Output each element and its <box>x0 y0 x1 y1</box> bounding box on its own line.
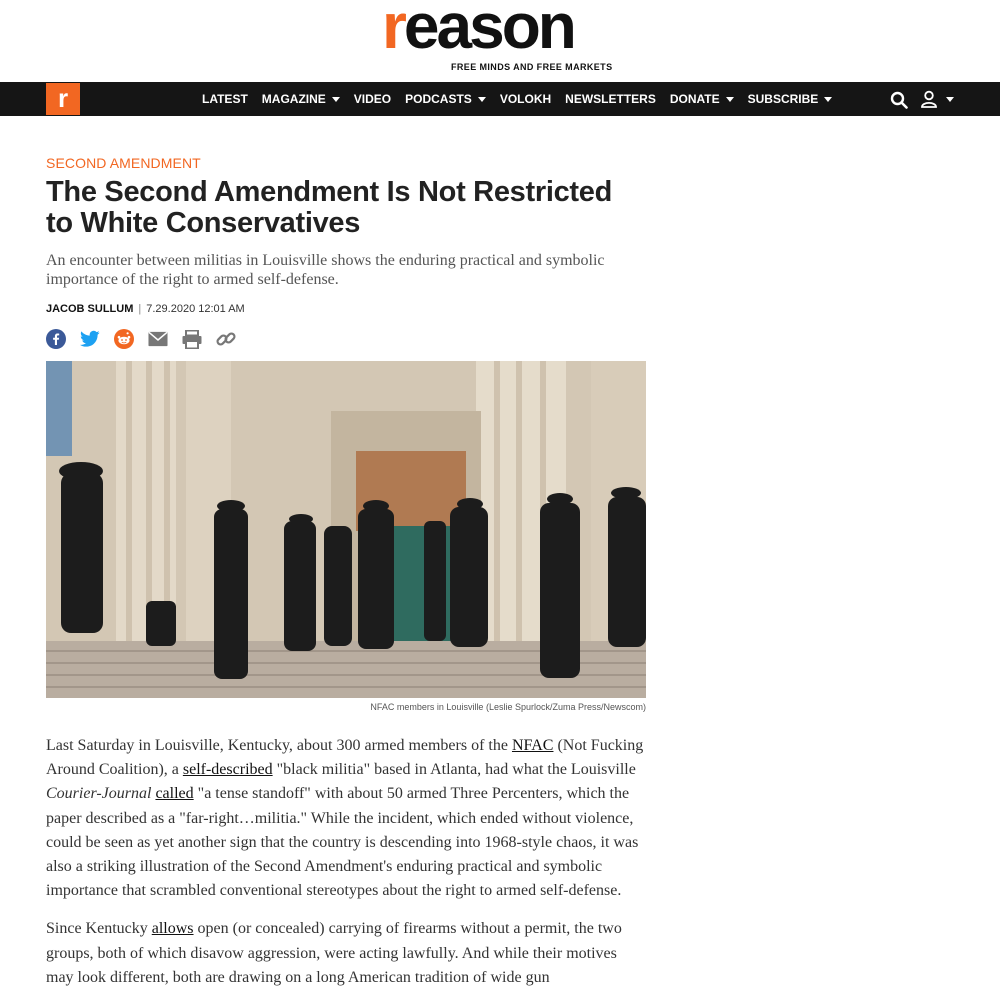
nav-donate[interactable] <box>670 92 734 106</box>
article-photo <box>46 361 646 698</box>
print-icon[interactable] <box>182 329 202 349</box>
nav-podcasts[interactable] <box>405 92 486 106</box>
nav-video[interactable] <box>354 92 391 106</box>
chevron-down-icon <box>478 97 486 102</box>
author-link[interactable]: JACOB SULLUM <box>46 303 134 315</box>
p1-text-1: Last Saturday in Louisville, Kentucky, about 300 armed members of the <box>46 737 512 754</box>
nav-donate-label: DONATE <box>669 92 720 106</box>
publication-name: Courier-Journal <box>46 785 152 803</box>
called-link[interactable]: called <box>155 785 194 803</box>
self-described-link[interactable]: self-described <box>182 761 273 779</box>
nav-video-label: VIDEO <box>353 92 392 106</box>
main-nav <box>0 82 1000 116</box>
nav-subscribe-label: SUBSCRIBE <box>747 92 819 106</box>
publish-date: 7.29.2020 12:01 AM <box>146 303 245 315</box>
nav-items <box>195 82 839 116</box>
nav-magazine-label: MAGAZINE <box>261 92 326 106</box>
article <box>46 155 646 1000</box>
chevron-down-icon <box>726 97 734 102</box>
masthead <box>0 0 1000 82</box>
chevron-down-icon <box>824 97 832 102</box>
user-icon <box>920 90 938 108</box>
chevron-down-icon <box>946 97 954 102</box>
nav-magazine[interactable] <box>262 92 340 106</box>
share-bar <box>46 328 646 350</box>
logo-wordmark <box>382 0 574 62</box>
photo-caption: NFAC members in Louisville (Leslie Spurlock/Zuma Press/Newscom) <box>370 702 646 712</box>
p2-text-1: Since Kentucky <box>46 920 152 938</box>
nav-latest-label: LATEST <box>202 92 248 106</box>
article-dek: An encounter between militias in Louisville shows the enduring practical and symbolic importance of the right to armed self-defense. <box>46 252 605 288</box>
byline-separator: | <box>138 303 142 315</box>
allows-link[interactable]: allows <box>151 920 194 938</box>
nav-subscribe[interactable] <box>748 92 833 106</box>
p1-text-2: (Not Fucking Around Coalition), a <box>46 737 644 779</box>
tagline: FREE MINDS AND FREE MARKETS <box>451 62 613 72</box>
nav-newsletters-label: NEWSLETTERS <box>565 92 656 106</box>
nav-latest[interactable] <box>202 92 248 106</box>
nav-podcasts-label: PODCASTS <box>405 92 472 106</box>
paragraph-2 <box>46 917 646 990</box>
paragraph-1 <box>46 734 646 903</box>
byline <box>46 303 646 315</box>
logo-r: r <box>382 0 404 62</box>
nfac-link[interactable]: NFAC <box>511 737 554 754</box>
user-menu-button[interactable] <box>920 90 956 108</box>
article-category[interactable]: SECOND AMENDMENT <box>46 155 201 171</box>
search-icon[interactable] <box>890 91 908 109</box>
twitter-icon[interactable] <box>80 329 100 349</box>
chevron-down-icon <box>332 97 340 102</box>
article-body <box>46 734 646 990</box>
p1-text-5: "a tense standoff" with about 50 armed Three Percenters, which the paper described as a "far-right…militia." While the incident, which ended without violence, could be seen as yet another sign that the country is descending into 1968-style chaos, it was also a striking illustration of the Second Amendment's enduring practical and symbolic importance that scrambled conventional stereotypes about the right to armed self-defense. <box>46 785 639 900</box>
nav-logo[interactable]: r <box>46 83 80 115</box>
p2-text-2: open (or concealed) carrying of firearms without a permit, the two groups, both of which disavow aggression, were acting lawfully. And while their motives may look different, both are drawing on a long American tradition of wide gun <box>46 920 622 986</box>
reddit-icon[interactable] <box>114 329 134 349</box>
link-icon[interactable] <box>216 329 236 349</box>
nav-volokh[interactable] <box>500 92 551 106</box>
reason-logo[interactable] <box>382 2 622 62</box>
facebook-icon[interactable] <box>46 329 66 349</box>
article-headline: The Second Amendment Is Not Restricted to White Conservatives <box>46 176 613 239</box>
p1-text-3: "black militia" based in Atlanta, had what the Louisville <box>272 761 636 779</box>
logo-rest: eason <box>403 0 574 62</box>
nav-newsletters[interactable] <box>565 92 656 106</box>
nav-volokh-label: VOLOKH <box>499 92 552 106</box>
email-icon[interactable] <box>148 329 168 349</box>
